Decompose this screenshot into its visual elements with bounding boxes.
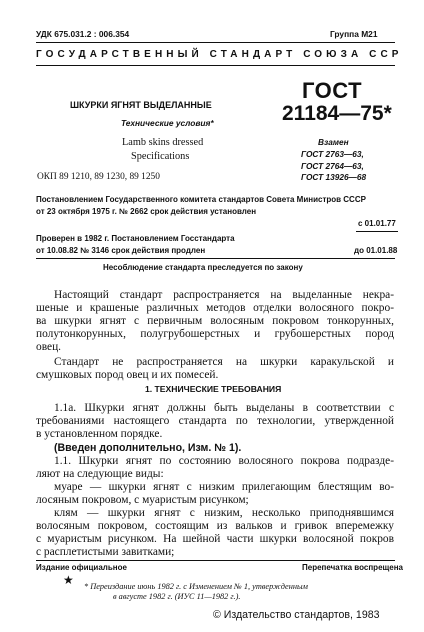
banner-rule	[36, 65, 395, 66]
subtitle-english: Specifications	[131, 151, 190, 162]
reissue-note-line-1: * Переиздание июнь 1982 г. с Изменением № 1, утвержденным	[84, 582, 308, 591]
effective-from-date: с 01.01.77	[358, 219, 396, 228]
text-line: смушковых пород овец и их помесей.	[36, 369, 219, 382]
replaced-standard-2: ГОСТ 2764—63,	[301, 161, 364, 171]
gost-number: 21184—75*	[282, 102, 392, 125]
effective-to-date: до 01.01.88	[354, 246, 398, 255]
footer-rule	[36, 560, 395, 561]
text-line: шеные и крашеные различных методов отделки волосяного покро-	[36, 302, 394, 315]
standard-banner: ГОСУДАРСТВЕННЫЙ СТАНДАРТ СОЮЗА ССР	[36, 49, 403, 60]
check-line-1: Проверен в 1982 г. Постановлением Госстандарта	[36, 234, 235, 243]
okp-codes: ОКП 89 1210, 89 1230, 89 1250	[37, 172, 160, 182]
text-line: с муаристым рисунком. На шейной части шкурки волосяной покров	[36, 533, 394, 546]
text-line: волосяным покровом, состоящим из вальков и гривок вперемежку	[36, 520, 394, 533]
decree-line-2: от 23 октября 1975 г. № 2662 срок действия установлен	[36, 207, 257, 216]
group-code: Группа М21	[330, 29, 378, 39]
scope-paragraph	[36, 356, 394, 382]
reprint-prohibited: Перепечатка воспрещена	[302, 563, 403, 572]
star-icon: ★	[63, 573, 74, 587]
text-line: Настоящий стандарт распространяется на выделанные некра-	[54, 289, 394, 301]
text-line: овец.	[36, 341, 62, 354]
text-line: с расплетистыми завитками;	[36, 546, 175, 559]
replaced-standard-3: ГОСТ 13926—68	[301, 172, 367, 182]
udk-code: УДК 675.031.2 : 006.354	[36, 29, 130, 39]
amendment-note: (Введен дополнительно, Изм. № 1).	[54, 442, 242, 454]
resolutions-rule	[36, 258, 395, 259]
title-english: Lamb skins dressed	[122, 137, 204, 148]
official-edition: Издание официальное	[36, 563, 127, 572]
text-line: лосяным покровом, с муаристым рисунком;	[36, 494, 249, 507]
requirement-1-1a	[36, 402, 394, 441]
text-line: клям — шкурки ягнят с низким, несколько приподнявшимся	[54, 507, 394, 519]
definition-muare	[36, 481, 394, 507]
text-line: муаре — шкурки ягнят с низким прилегающим блестящим во-	[54, 481, 394, 493]
decree-line-1: Постановлением Государственного комитета стандартов Совета Министров СССР	[36, 195, 366, 204]
text-line: 1.1а. Шкурки ягнят должны быть выделаны в соответствии с	[54, 402, 394, 414]
document-title: ШКУРКИ ЯГНЯТ ВЫДЕЛАННЫЕ	[70, 100, 212, 110]
replaced-standard-1: ГОСТ 2763—63,	[301, 149, 364, 159]
definition-klyam	[36, 507, 394, 559]
legal-warning: Несоблюдение стандарта преследуется по закону	[103, 263, 303, 272]
text-line: ляют на следующие виды:	[36, 468, 164, 481]
text-line: в установленном порядке.	[36, 428, 163, 441]
text-line: требованиями настоящего стандарта по технологии, утвержденной	[36, 415, 394, 428]
text-line: 1.1. Шкурки ягнят по состоянию волосяного покрова подразде-	[54, 455, 394, 467]
text-line: полутонкорунных, полугрубошерстных и грубошерстных пород	[36, 328, 394, 341]
effective-from-rule	[356, 231, 398, 232]
text-line: ва шкурки ягнят с первичным волосяным покровом тонкорунных,	[36, 315, 394, 328]
copyright: © Издательство стандартов, 1983	[213, 609, 380, 621]
reissue-note-line-2: в августе 1982 г. (ИУС 11—1982 г.).	[113, 592, 241, 601]
intro-paragraph	[36, 289, 394, 354]
replaces-label: Взамен	[318, 137, 349, 147]
check-line-2: от 10.08.82 № 3146 срок действия продлен	[36, 246, 206, 255]
top-rule	[36, 42, 395, 43]
document-subtitle: Технические условия*	[121, 118, 214, 128]
text-line: Стандарт не распространяется на шкурки каракульской и	[54, 356, 394, 368]
requirement-1-1	[36, 455, 394, 481]
gost-label: ГОСТ	[302, 78, 363, 103]
section-heading: 1. ТЕХНИЧЕСКИЕ ТРЕБОВАНИЯ	[145, 384, 282, 394]
